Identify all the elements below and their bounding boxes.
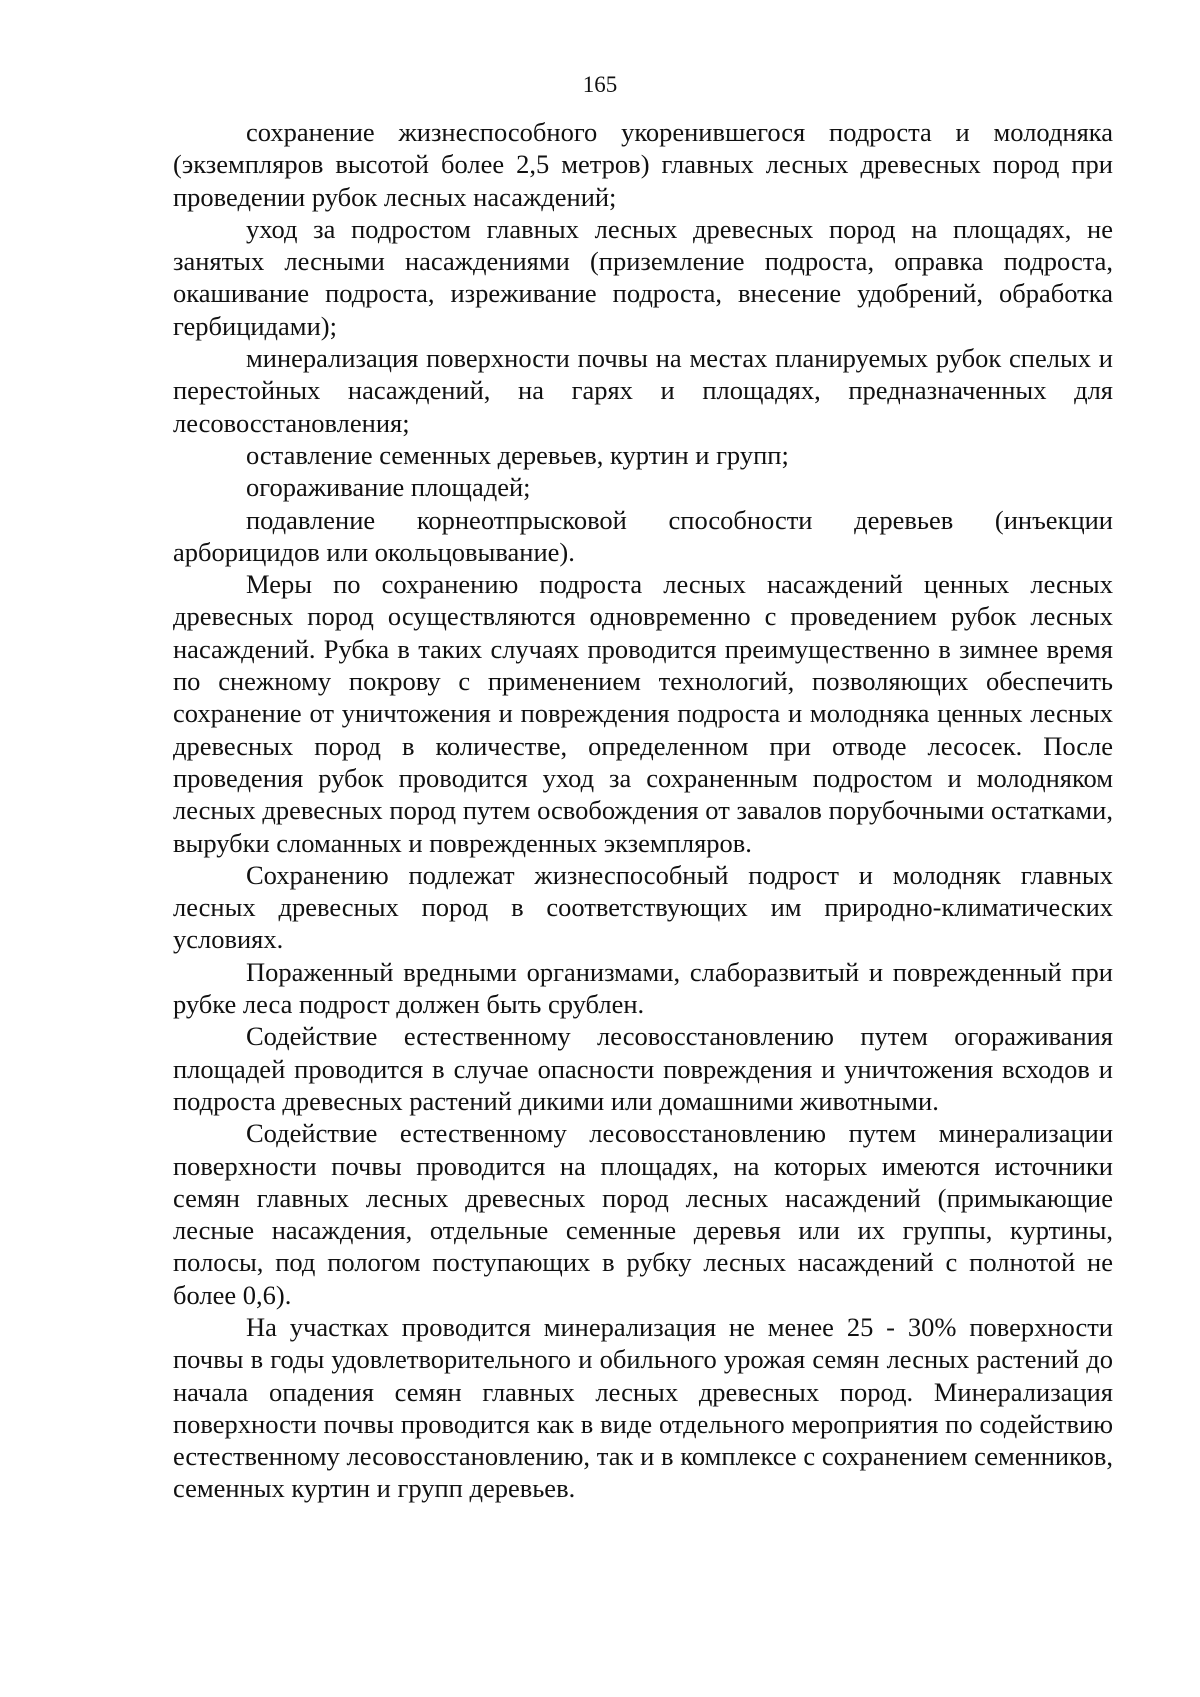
paragraph: Сохранению подлежат жизнеспособный подрост и молодняк главных лесных древесных пород в соответствующих им природно-климатических условиях. [173,859,1113,955]
paragraph: Пораженный вредными организмами, слаборазвитый и поврежденный при рубке леса подрост должен быть срублен. [173,956,1113,1020]
document-body [173,116,1113,1505]
paragraph: огораживание площадей; [246,472,531,503]
paragraph: оставление семенных деревьев, куртин и групп; [246,439,789,470]
paragraph: сохранение жизнеспособного укоренившегося подроста и молодняка (экземпляров высотой более 2,5 метров) главных лесных древесных пород при проведении рубок лесных насаждений; [173,117,1113,212]
paragraph: Содействие естественному лесовосстановлению путем огораживания площадей проводится в случае опасности повреждения и уничтожения всходов и подроста древесных растений дикими или домашними животными. [173,1021,1113,1116]
paragraph: уход за подростом главных лесных древесных пород на площадях, не занятых лесными насаждениями (приземление подроста, оправка подроста, окашивание подроста, изреживание подроста, внесение удобрений, обработка гербицидами); [173,213,1113,341]
page-number: 165 [582,72,618,97]
paragraph: На участках проводится минерализация не менее 25 - 30% поверхности почвы в годы удовлетворительного и обильного урожая семян лесных растений до начала опадения семян главных лесных древесных пород. Минерализация поверхности почвы проводится как в виде отдельного мероприятия по содействию естественному лесовосстановлению, так и в комплексе с сохранением семенников, семенных куртин и групп деревьев. [173,1311,1113,1504]
paragraph: подавление корнеотпрысковой способности деревьев (инъекции арборицидов или окольцовывание). [173,504,1113,567]
paragraph: Содействие естественному лесовосстановлению путем минерализации поверхности почвы проводится на площадях, на которых имеются источники семян главных лесных древесных пород лесных насаждений (примыкающие лесные насаждения, отдельные семенные деревья или их группы, куртины, полосы, под пологом поступающих в рубку лесных насаждений с полнотой не более 0,6). [173,1118,1113,1310]
paragraph: минерализация поверхности почвы на местах планируемых рубок спелых и перестойных насаждений, на гарях и площадях, предназначенных для лесовосстановления; [173,343,1113,438]
paragraph: Меры по сохранению подроста лесных насаждений ценных лесных древесных пород осуществляются одновременно с проведением рубок лесных насаждений. Рубка в таких случаях проводится преимущественно в зимнее время по снежному покрову с применением технологий, позволяющих обеспечить сохранение от уничтожения и повреждения подроста и молодняка ценных лесных древесных пород в количестве, определенном при отводе лесосек. После проведения рубок проводится уход за сохраненным подростом и молодняком лесных древесных пород путем освобождения от завалов порубочными остатками, вырубки сломанных и поврежденных экземпляров. [173,569,1113,858]
